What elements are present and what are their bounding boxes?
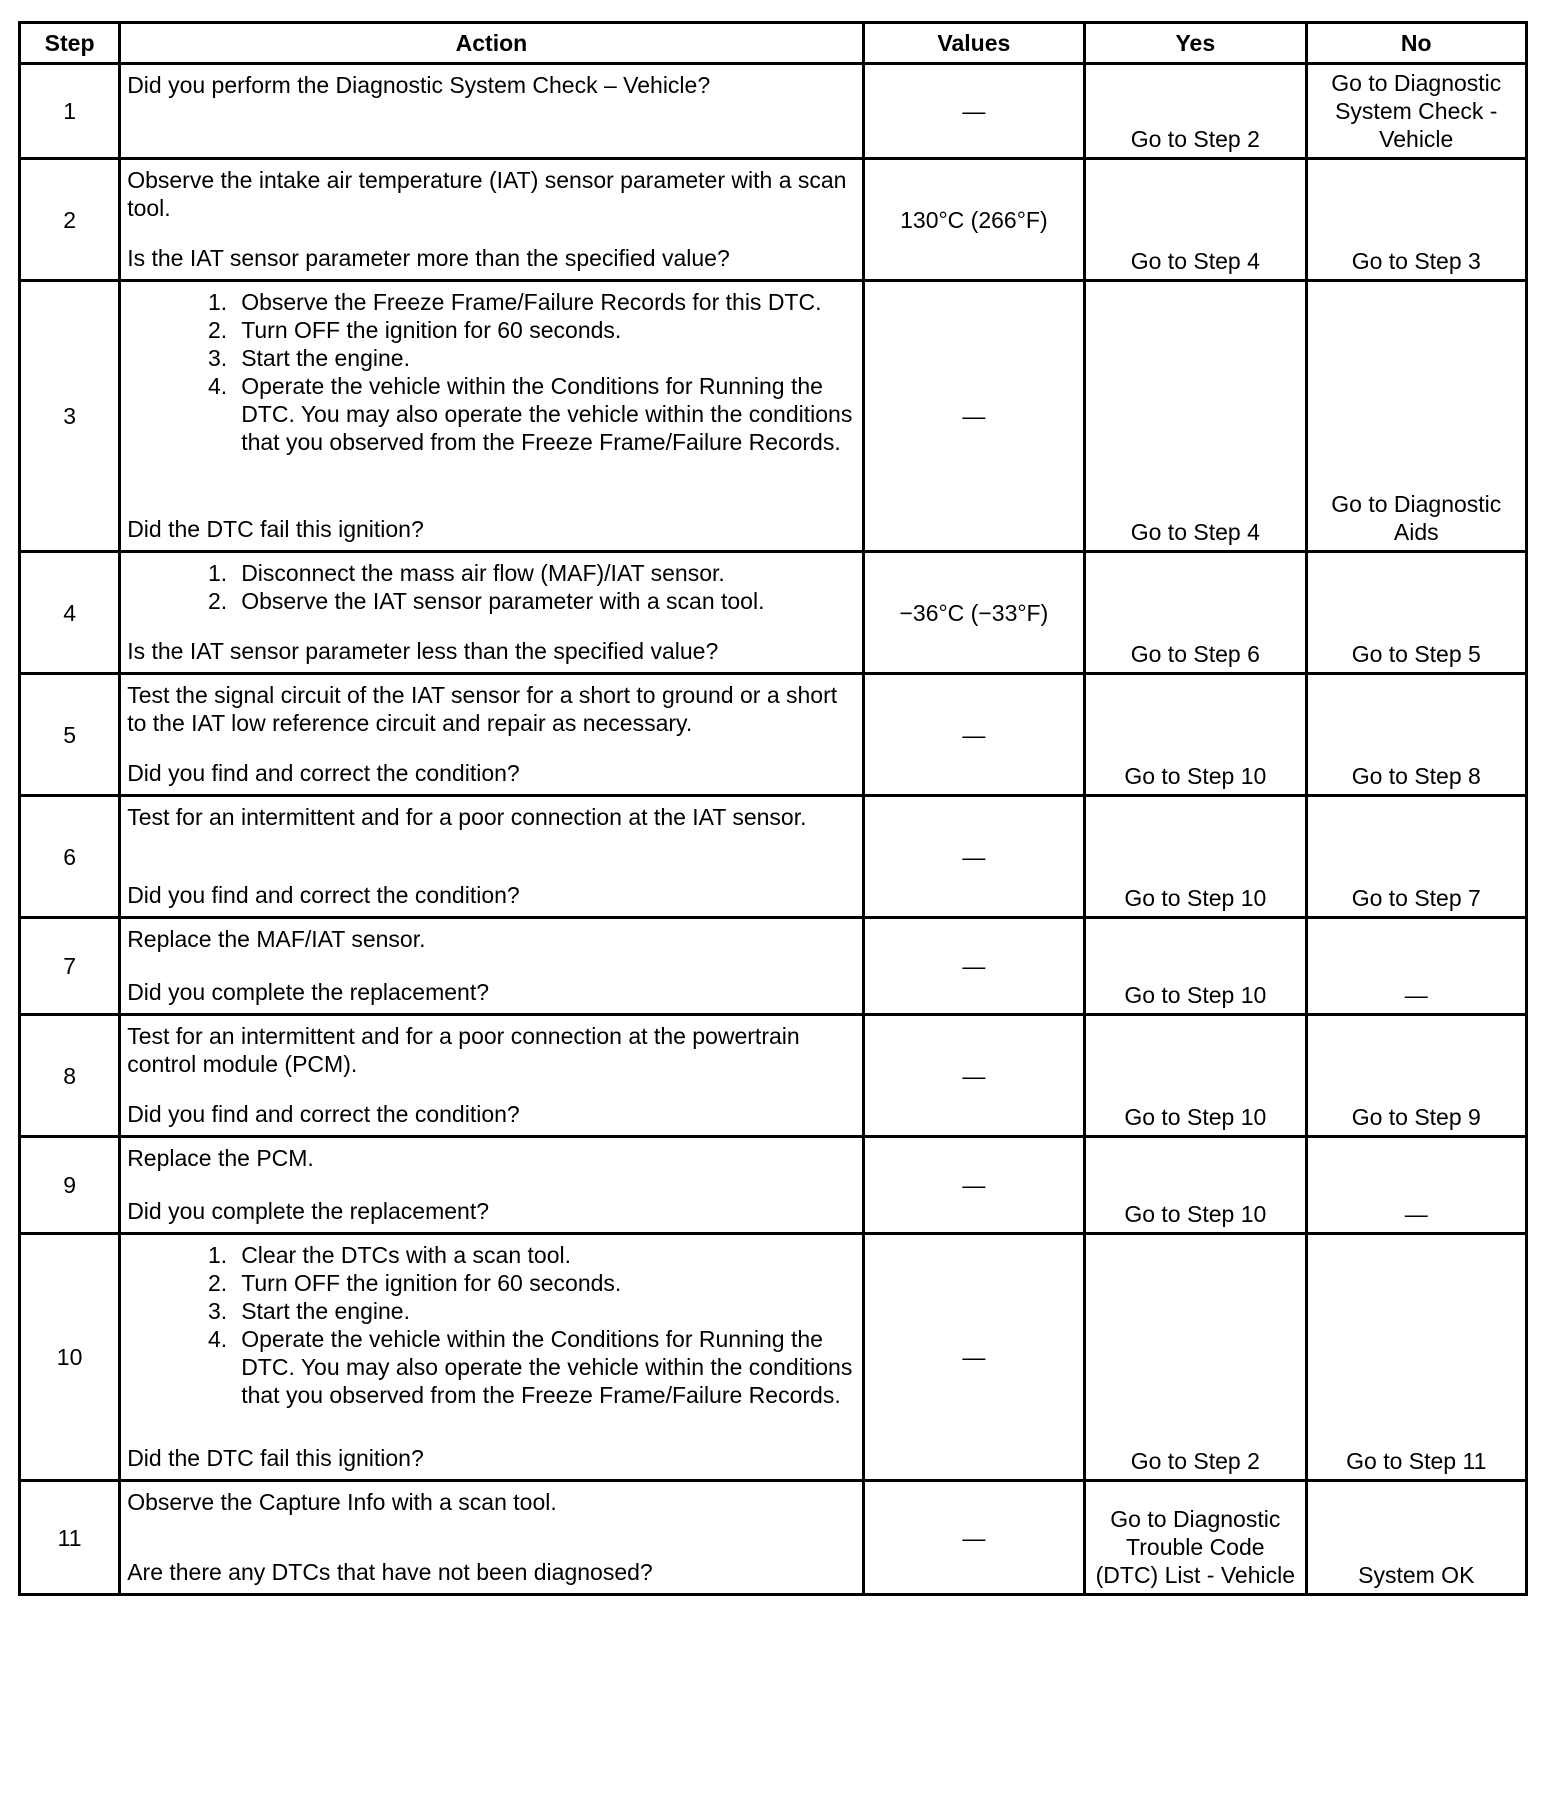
step-number: 11 (20, 1481, 120, 1595)
no-outcome: — (1306, 1137, 1526, 1234)
value-cell: — (863, 1137, 1084, 1234)
action-content (127, 288, 855, 543)
value-cell: — (863, 64, 1084, 159)
step-number: 4 (20, 552, 120, 674)
value-cell: — (863, 796, 1084, 918)
action-instructions (127, 803, 855, 831)
action-step-item: 2. Observe the IAT sensor parameter with a scan tool. (227, 587, 855, 615)
action-question: Is the IAT sensor parameter less than the specified value? (127, 638, 719, 664)
action-steps-list (127, 288, 855, 456)
action-step-item: 3. Start the engine. (227, 344, 855, 372)
action-intro: Test for an intermittent and for a poor connection at the IAT sensor. (127, 804, 807, 830)
action-question: Did you find and correct the condition? (127, 1101, 520, 1127)
action-instructions (127, 71, 855, 99)
action-steps-list (127, 559, 855, 615)
step-number: 2 (20, 159, 120, 281)
action-content (127, 559, 855, 665)
step-number: 1 (20, 64, 120, 159)
yes-outcome: Go to Step 2 (1085, 1234, 1306, 1481)
action-intro: Did you perform the Diagnostic System Check – Vehicle? (127, 72, 711, 98)
table-row (20, 1234, 1527, 1481)
action-question: Did the DTC fail this ignition? (127, 1445, 424, 1471)
action-instructions (127, 166, 855, 222)
yes-outcome: Go to Step 2 (1085, 64, 1306, 159)
action-content (127, 1241, 855, 1472)
action-intro: Replace the MAF/IAT sensor. (127, 926, 426, 952)
action-instructions (127, 559, 855, 615)
action-question: Did you complete the replacement? (127, 979, 489, 1005)
action-cell (120, 1137, 863, 1234)
action-step-item: 1. Disconnect the mass air flow (MAF)/IAT sensor. (227, 559, 855, 587)
value-cell: −36°C (−33°F) (863, 552, 1084, 674)
action-question: Did you find and correct the condition? (127, 760, 520, 786)
action-intro: Test the signal circuit of the IAT sensor for a short to ground or a short to the IAT low reference circuit and repair as necessary. (127, 682, 838, 736)
action-content (127, 166, 855, 272)
action-cell (120, 64, 863, 159)
value-cell: 130°C (266°F) (863, 159, 1084, 281)
action-question: Did you complete the replacement? (127, 1198, 489, 1224)
yes-outcome: Go to Step 4 (1085, 281, 1306, 552)
no-outcome: Go to Diagnostic Aids (1306, 281, 1526, 552)
value-cell: — (863, 1481, 1084, 1595)
step-number: 10 (20, 1234, 120, 1481)
header-yes: Yes (1085, 23, 1306, 64)
action-content (127, 71, 855, 143)
yes-outcome: Go to Step 10 (1085, 796, 1306, 918)
action-intro: Observe the intake air temperature (IAT) sensor parameter with a scan tool. (127, 167, 847, 221)
action-cell (120, 281, 863, 552)
table-row (20, 1137, 1527, 1234)
yes-outcome: Go to Step 10 (1085, 918, 1306, 1015)
action-instructions (127, 288, 855, 456)
step-number: 9 (20, 1137, 120, 1234)
no-outcome: Go to Step 11 (1306, 1234, 1526, 1481)
action-content (127, 803, 855, 909)
no-outcome: Go to Step 8 (1306, 674, 1526, 796)
action-cell (120, 674, 863, 796)
action-instructions (127, 1241, 855, 1409)
value-cell: — (863, 1015, 1084, 1137)
action-content (127, 925, 855, 1006)
table-row (20, 1015, 1527, 1137)
action-step-item: 3. Start the engine. (227, 1297, 855, 1325)
header-row (20, 23, 1527, 64)
header-step: Step (20, 23, 120, 64)
action-intro: Replace the PCM. (127, 1145, 314, 1171)
action-cell (120, 918, 863, 1015)
action-step-item: 4. Operate the vehicle within the Conditions for Running the DTC. You may also operate the vehicle within the conditions that you observed from the Freeze Frame/Failure Records. (227, 1325, 855, 1409)
table-row (20, 918, 1527, 1015)
action-instructions (127, 925, 855, 953)
action-cell (120, 1481, 863, 1595)
header-no: No (1306, 23, 1526, 64)
action-content (127, 1144, 855, 1225)
no-outcome: Go to Step 5 (1306, 552, 1526, 674)
no-outcome: Go to Step 7 (1306, 796, 1526, 918)
table-row (20, 281, 1527, 552)
action-step-item: 4. Operate the vehicle within the Conditions for Running the DTC. You may also operate the vehicle within the conditions that you observed from the Freeze Frame/Failure Records. (227, 372, 855, 456)
no-outcome: Go to Step 9 (1306, 1015, 1526, 1137)
step-number: 7 (20, 918, 120, 1015)
action-cell (120, 159, 863, 281)
action-question: Is the IAT sensor parameter more than the specified value? (127, 245, 730, 271)
table-row (20, 552, 1527, 674)
action-question: Are there any DTCs that have not been diagnosed? (127, 1559, 653, 1585)
yes-outcome: Go to Step 10 (1085, 674, 1306, 796)
yes-outcome: Go to Step 10 (1085, 1137, 1306, 1234)
action-cell (120, 1015, 863, 1137)
table-row (20, 159, 1527, 281)
header-action: Action (120, 23, 863, 64)
action-cell (120, 1234, 863, 1481)
action-instructions (127, 681, 855, 737)
action-question: Did the DTC fail this ignition? (127, 516, 424, 542)
action-step-item: 2. Turn OFF the ignition for 60 seconds. (227, 1269, 855, 1297)
value-cell: — (863, 674, 1084, 796)
action-cell (120, 796, 863, 918)
action-question: Did you find and correct the condition? (127, 882, 520, 908)
table-row (20, 796, 1527, 918)
value-cell: — (863, 918, 1084, 1015)
step-number: 3 (20, 281, 120, 552)
table-body (20, 64, 1527, 1595)
action-intro: Observe the Capture Info with a scan tool. (127, 1489, 557, 1515)
step-number: 5 (20, 674, 120, 796)
step-number: 8 (20, 1015, 120, 1137)
yes-outcome: Go to Step 10 (1085, 1015, 1306, 1137)
action-step-item: 1. Observe the Freeze Frame/Failure Records for this DTC. (227, 288, 855, 316)
action-content (127, 1488, 855, 1586)
action-steps-list (127, 1241, 855, 1409)
no-outcome: — (1306, 918, 1526, 1015)
action-intro: Test for an intermittent and for a poor connection at the powertrain control module (PCM). (127, 1023, 800, 1077)
no-outcome: System OK (1306, 1481, 1526, 1595)
diagnostic-table (18, 21, 1528, 1596)
step-number: 6 (20, 796, 120, 918)
action-instructions (127, 1488, 855, 1516)
action-step-item: 1. Clear the DTCs with a scan tool. (227, 1241, 855, 1269)
value-cell: — (863, 281, 1084, 552)
table-row (20, 64, 1527, 159)
yes-outcome: Go to Diagnostic Trouble Code (DTC) List - Vehicle (1085, 1481, 1306, 1595)
action-content (127, 1022, 855, 1128)
value-cell: — (863, 1234, 1084, 1481)
yes-outcome: Go to Step 6 (1085, 552, 1306, 674)
action-cell (120, 552, 863, 674)
header-values: Values (863, 23, 1084, 64)
no-outcome: Go to Step 3 (1306, 159, 1526, 281)
action-content (127, 681, 855, 787)
table-row (20, 674, 1527, 796)
table-row (20, 1481, 1527, 1595)
action-step-item: 2. Turn OFF the ignition for 60 seconds. (227, 316, 855, 344)
action-instructions (127, 1144, 855, 1172)
no-outcome: Go to Diagnostic System Check - Vehicle (1306, 64, 1526, 159)
yes-outcome: Go to Step 4 (1085, 159, 1306, 281)
action-instructions (127, 1022, 855, 1078)
